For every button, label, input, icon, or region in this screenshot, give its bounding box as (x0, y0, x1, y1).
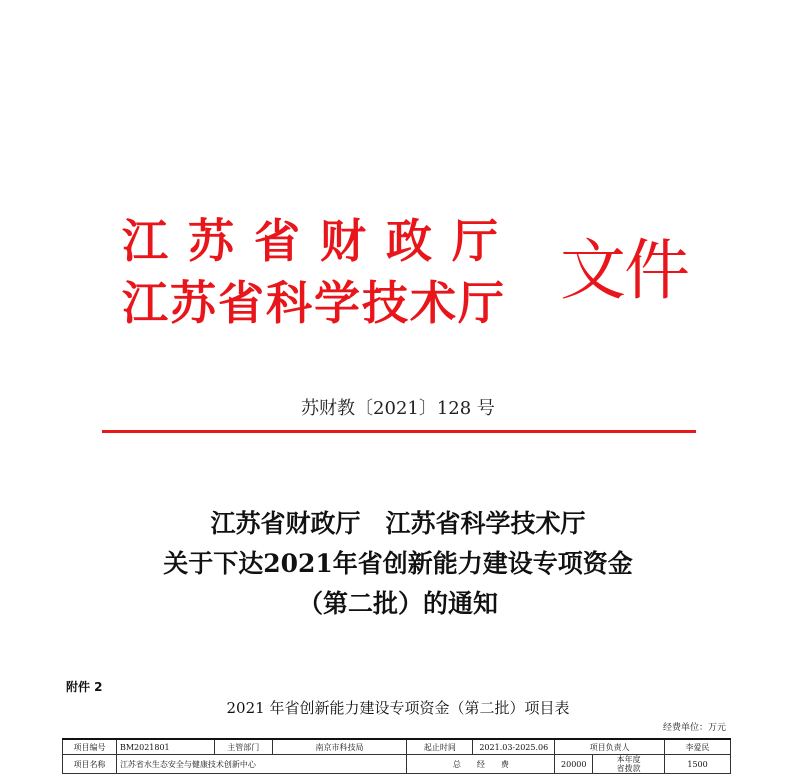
notice-title-line-3: （第二批）的通知 (297, 589, 498, 618)
project-table-title: 2021 年省创新能力建设专项资金（第二批）项目表 (226, 699, 570, 717)
project-table (62, 738, 731, 774)
project-code-label: 项目编号 (63, 739, 117, 755)
leader-value: 李爱民 (665, 739, 731, 755)
table-row (63, 739, 731, 755)
total-funding-value: 20000 (555, 755, 593, 774)
attachment-label: 附件 2 (66, 680, 103, 694)
table-row (63, 755, 731, 774)
total-funding-label: 总 经 费 (407, 755, 555, 774)
project-name-value: 江苏省水生态安全与健康技术创新中心 (116, 755, 406, 774)
issuer-science-department: 江苏省科学技术厅 (122, 276, 506, 330)
document-suffix: 文件 (560, 232, 688, 309)
department-label: 主管部门 (214, 739, 272, 755)
project-name-label: 项目名称 (63, 755, 117, 774)
issuer-finance-department: 江苏省财政厅 (122, 214, 518, 268)
period-label: 起止时间 (407, 739, 473, 755)
period-value: 2021.03-2025.06 (473, 739, 555, 755)
department-value: 南京市科技局 (272, 739, 407, 755)
notice-title-line-2: 关于下达2021年省创新能力建设专项资金 (163, 549, 633, 578)
funding-unit-note: 经费单位：万元 (662, 723, 726, 733)
leader-label: 项目负责人 (555, 739, 665, 755)
document-number: 苏财教〔2021〕128 号 (301, 398, 495, 419)
annual-allocation-label-line-2: 省拨款 (616, 764, 641, 773)
notice-title-line-1: 江苏省财政厅 江苏省科学技术厅 (210, 509, 586, 538)
annual-allocation-value: 1500 (665, 755, 731, 774)
annual-allocation-label-line-1: 本年度 (616, 755, 641, 764)
annual-allocation-label (593, 755, 665, 774)
project-code-value: BM2021801 (116, 739, 214, 755)
red-divider-line (102, 430, 696, 433)
